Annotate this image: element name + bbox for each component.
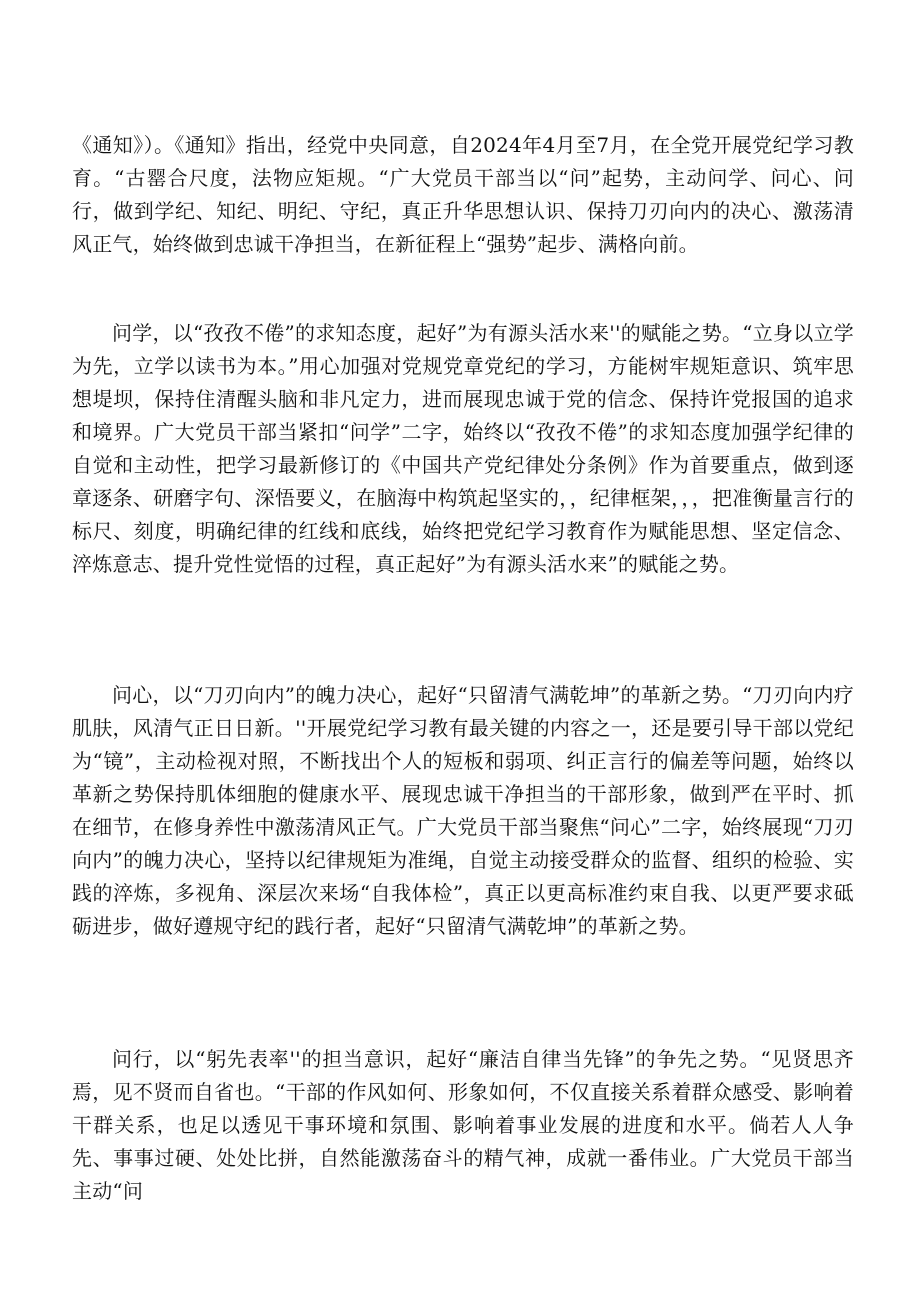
paragraph-2: 问学，以“孜孜不倦”的求知态度，起好”为有源头活水来''的赋能之势。“立身以立学为先，立学以读书为本。”用心加强对党规党章党纪的学习，方能树牢规矩意识、筑牢思想堤坝，保持住清醒头脑和非凡定力，进而展现忠诚于党的信念、保持许党报国的追求和境界。广大党员干部当紧扣“问学”二字，始终以“孜孜不倦”的求知态度加强学纪律的自觉和主动性，把学习最新修订的《中国共产党纪律处分条例》作为首要重点，做到逐章逐条、研磨字句、深悟要义，在脑海中构筑起坚实的，，纪律框架，，，把准衡量言行的标尺、刻度，明确纪律的红线和底线，始终把党纪学习教育作为赋能思想、坚定信念、淬炼意志、提升党性觉悟的过程，真正起好”为有源头活水来”的赋能之势。 [72,321,854,576]
paragraph-3: 问心，以“刀刃向内”的魄力决心，起好“只留清气满乾坤”的革新之势。“刀刃向内疗肌肤，风清气正日日新。''开展党纪学习教有最关键的内容之一，还是要引导干部以党纪为“镜”，主动检视对照，不断找出个人的短板和弱项、纠正言行的偏差等问题，始终以革新之势保持肌体细胞的健康水平、展现忠诚干净担当的干部形象，做到严在平时、抓在细节，在修身养性中激荡清风正气。广大党员干部当聚焦“问心”二字，始终展现“刀刃向内”的魄力决心，坚持以纪律规矩为准绳，自觉主动接受群众的监督、组织的检验、实践的淬炼，多视角、深层次来场“自我体检”，真正以更高标准约束自我、以更严要求砥砺进步，做好遵规守纪的践行者，起好“只留清气满乾坤”的革新之势。 [72,683,854,938]
paragraph-1: 《通知》）。《通知》指出，经党中央同意，自2024年4月至7月，在全党开展党纪学习教育。“古罂合尺度，法物应矩规。“广大党员干部当以“问”起势，主动问学、问心、问行，做到学纪、知纪、明纪、守纪，真正升华思想认识、保持刀刃向内的决心、激荡清风正气，始终做到忠诚干净担当，在新征程上“强势”起步、满格向前。 [72,133,854,256]
paragraph-4: 问行，以“躬先表率''的担当意识，起好“廉洁自律当先锋”的争先之势。“见贤思齐焉，见不贤而自省也。“干部的作风如何、形象如何，不仅直接关系着群众感受、影响着干群关系，也足以透见干事环境和氛围、影响着事业发展的进度和水平。倘若人人争先、事事过硬、处处比拼，自然能激荡奋斗的精气神，成就一番伟业。广大党员干部当主动“问 [72,1047,854,1203]
